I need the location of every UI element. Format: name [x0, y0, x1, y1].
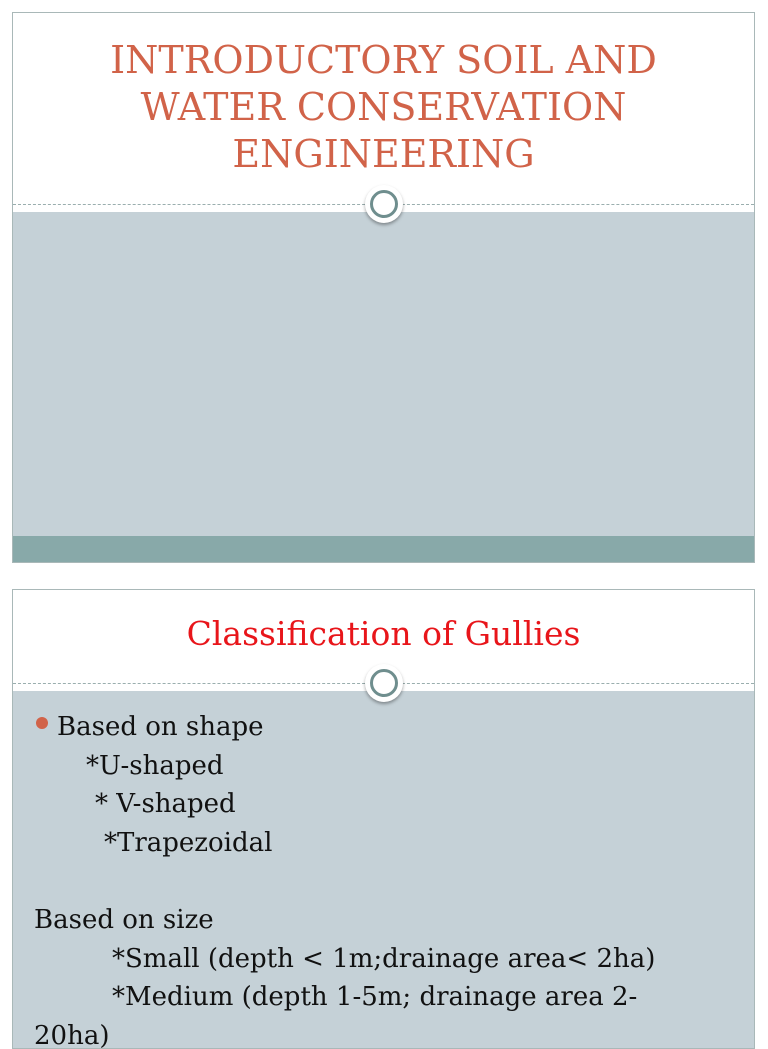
slide-title-area: [13, 13, 754, 205]
slide-classification: [12, 589, 755, 1049]
body-line: Based on shape: [57, 708, 264, 747]
body-line: *Medium (depth 1-5m; drainage area 2-: [112, 978, 637, 1017]
slide-title: Classification of Gullies: [33, 612, 734, 656]
body-line: 20ha): [34, 1017, 109, 1049]
ring-ornament-icon: [365, 664, 403, 702]
body-line: Based on size: [34, 901, 214, 940]
content-area: [13, 212, 754, 562]
slide-title: [12, 12, 755, 563]
ring-ornament-icon: [365, 185, 403, 223]
title-line: INTRODUCTORY SOIL AND: [33, 37, 734, 84]
title-line: WATER CONSERVATION: [33, 84, 734, 131]
title-line: ENGINEERING: [33, 131, 734, 178]
footer-band: [13, 536, 754, 562]
body-line: *Small (depth < 1m;drainage area< 2ha): [112, 940, 655, 979]
body-line: *Trapezoidal: [104, 824, 272, 863]
body-line: * V-shaped: [95, 785, 236, 824]
presentation-title: [33, 37, 734, 178]
body-line: *U-shaped: [86, 747, 224, 786]
bullet-icon: [36, 717, 48, 729]
